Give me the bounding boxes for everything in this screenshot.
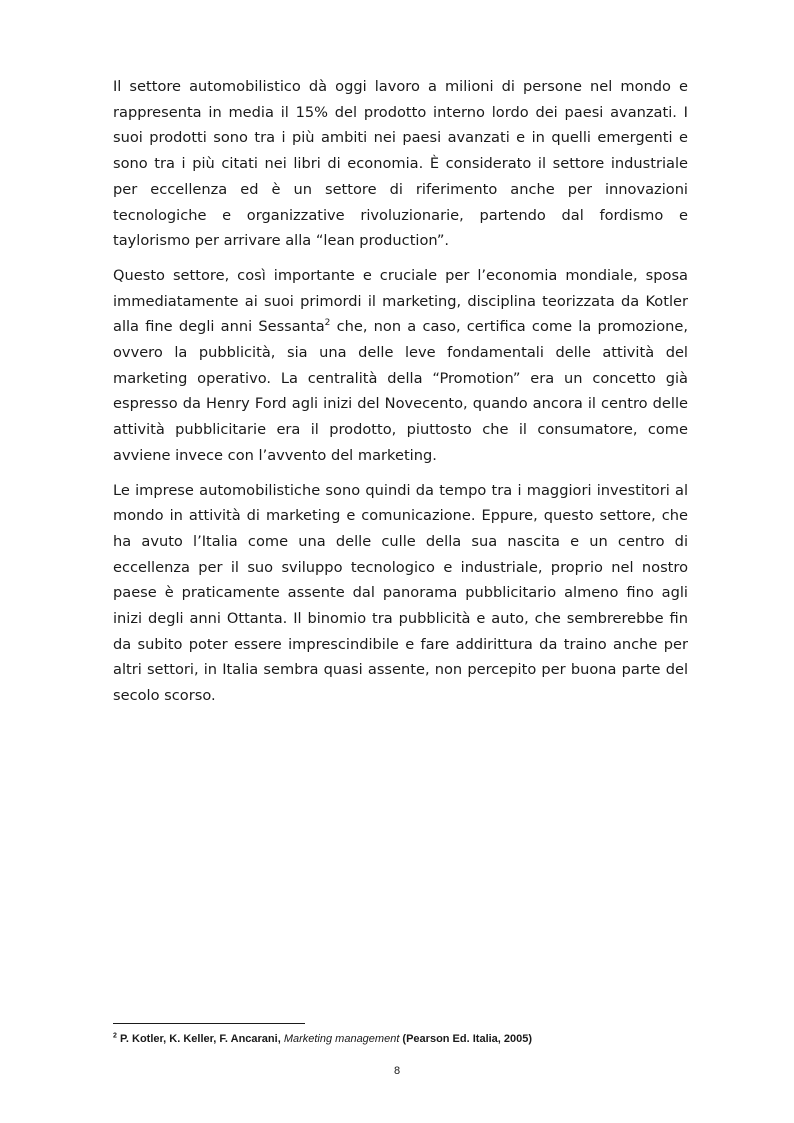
page-number: 8: [393, 1065, 401, 1077]
footnote-publisher: (Pearson Ed. Italia, 2005): [399, 1033, 533, 1045]
footnote: [113, 1032, 688, 1046]
body-text: [113, 74, 688, 718]
paragraph-2: [113, 263, 688, 469]
paragraph-2-text-after: che, non a caso, certifica come la promozione, ovvero la pubblicità, sia una delle leve fondamentali delle attività del marketing operativo. La centralità della “Promotion” era un concetto già espresso da Henry Ford agli inizi del Novecento, quando ancora il centro delle attività pubblicitarie era il prodotto, piuttosto che il consumatore, come avviene invece con l’avvento del marketing.: [113, 318, 688, 464]
paragraph-2-text-before: Questo settore, così importante e cruciale per l’economia mondiale, sposa immediatamente ai suoi primordi il marketing, disciplina teorizzata da Kotler alla fine degli anni Sessanta: [113, 266, 688, 336]
footnote-separator: [113, 1023, 305, 1024]
footnote-title: Marketing management: [283, 1033, 400, 1045]
footnote-number: 2: [113, 1032, 117, 1040]
footnote-authors: P. Kotler, K. Keller, F. Ancarani,: [119, 1033, 284, 1045]
footnote-reference: 2: [324, 318, 331, 329]
paragraph-3: Le imprese automobilistiche sono quindi da tempo tra i maggiori investitori al mondo in attività di marketing e comunicazione. Eppure, questo settore, che ha avuto l’Italia come una delle culle della sua nascita e un centro di eccellenza per il suo sviluppo tecnologico e industriale, proprio nel nostro paese è praticamente assente dal panorama pubblicitario almeno fino agli inizi degli anni Ottanta. Il binomio tra pubblicità e auto, che sembrerebbe fin da subito poter essere imprescindibile e fare addirittura da traino anche per altri settori, in Italia sembra quasi assente, non percepito per buona parte del secolo scorso.: [113, 481, 688, 705]
paragraph-1: Il settore automobilistico dà oggi lavoro a milioni di persone nel mondo e rappresenta in media il 15% del prodotto interno lordo dei paesi avanzati. I suoi prodotti sono tra i più ambiti nei paesi avanzati e in quelli emergenti e sono tra i più citati nei libri di economia. È considerato il settore industriale per eccellenza ed è un settore di riferimento anche per innovazioni tecnologiche e organizzative rivoluzionarie, partendo dal fordismo e taylorismo per arrivare alla “lean production”.: [113, 78, 688, 250]
